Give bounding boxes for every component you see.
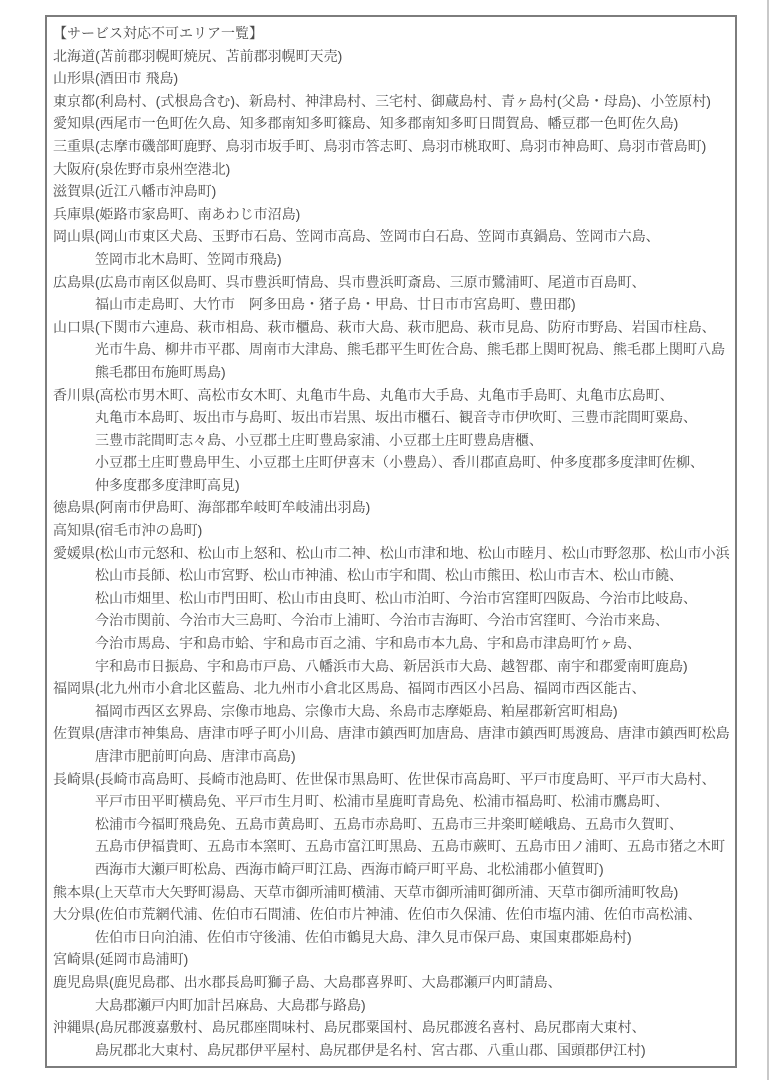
area-line: 大島郡瀬戸内町加計呂麻島、大島郡与路島) [95,996,366,1013]
area-line: 岡山県(岡山市東区犬島、玉野市石島、笠岡市高島、笠岡市白石島、笠岡市真鍋島、笠岡市六島、 [53,228,660,245]
page-right-edge-line [767,0,769,1080]
area-line: 松山市畑里、松山市門田町、松山市由良町、松山市泊町、今治市宮窪町四阪島、今治市比岐島、 [95,589,697,606]
area-line: 丸亀市本島町、坂出市与島町、坂出市岩黒、坂出市櫃石、観音寺市伊吹町、三豊市詫間町粟島、 [95,409,697,426]
area-line: 香川県(高松市男木町、高松市女木町、丸亀市牛島、丸亀市大手島、丸亀市手島町、丸亀市広島町、 [53,386,674,403]
area-line: 長崎県(長崎市高島町、長崎市池島町、佐世保市黒島町、佐世保市高島町、平戸市度島町、平戸市大島村、 [53,770,716,787]
area-line: 滋賀県(近江八幡市沖島町) [53,183,217,200]
area-line: 平戸市田平町横島免、平戸市生月町、松浦市星鹿町青島免、松浦市福島町、松浦市鷹島町、 [95,793,669,810]
area-line: 佐伯市日向泊浦、佐伯市守後浦、佐伯市鶴見大島、津久見市保戸島、東国東郡姫島村) [95,928,632,945]
area-line: 小豆郡土庄町豊島甲生、小豆郡土庄町伊喜末（小豊島）、香川郡直島町、仲多度郡多度津町佐柳、 [95,454,704,471]
area-line: 東京都(利島村、(式根島含む)、新島村、神津島村、三宅村、御蔵島村、青ヶ島村(父島・母島)、小笠原村) [53,92,711,109]
area-line: 兵庫県(姫路市家島町、南あわじ市沼島) [53,205,301,222]
area-line: 仲多度郡多度津町高見) [95,476,240,493]
area-line: 松浦市今福町飛島免、五島市黄島町、五島市赤島町、五島市三井楽町嵯峨島、五島市久賀町、 [95,815,683,832]
area-line: 宮崎県(延岡市島浦町) [53,951,189,968]
area-line: 鹿児島県(鹿児島郡、出水郡長島町獅子島、大島郡喜界町、大島郡瀬戸内町請島、 [53,973,562,990]
area-line: 笠岡市北木島町、笠岡市飛島) [95,250,282,267]
area-line: 熊本県(上天草市大矢野町湯島、天草市御所浦町横浦、天草市御所浦町御所浦、天草市御所浦町牧島) [53,883,679,900]
area-line: 北海道(苫前郡羽幌町焼尻、苫前郡羽幌町天売) [53,47,343,64]
area-line: 福岡市西区玄界島、宗像市地島、宗像市大島、糸島市志摩姫島、粕屋郡新宮町相島) [95,702,618,719]
area-line: 光市牛島、柳井市平郡、周南市大津島、熊毛郡平生町佐合島、熊毛郡上関町祝島、熊毛郡上関町八島 [95,341,725,358]
area-line: 熊毛郡田布施町馬島) [95,363,226,380]
area-line: 広島県(広島市南区似島町、呉市豊浜町情島、呉市豊浜町斎島、三原市鷺浦町、尾道市百島町、 [53,273,646,290]
area-list [53,45,735,1062]
area-line: 西海市大瀬戸町松島、西海市崎戸町江島、西海市崎戸町平島、北松浦郡小値賀町) [95,860,604,877]
area-line: 山形県(酒田市 飛島) [53,70,179,87]
area-line: 福山市走島町、大竹市 阿多田島・猪子島・甲島、廿日市市宮島町、豊田郡) [95,296,576,313]
service-unavailable-area-box [45,15,737,1068]
area-line: 福岡県(北九州市小倉北区藍島、北九州市小倉北区馬島、福岡市西区小呂島、福岡市西区能古、 [53,680,646,697]
area-line: 佐賀県(唐津市神集島、唐津市呼子町小川島、唐津市鎮西町加唐島、唐津市鎮西町馬渡島、唐津市鎮西町松島 [53,725,730,742]
area-line: 沖縄県(島尻郡渡嘉敷村、島尻郡座間味村、島尻郡粟国村、島尻郡渡名喜村、島尻郡南大東村、 [53,1019,646,1036]
area-line: 島尻郡北大東村、島尻郡伊平屋村、島尻郡伊是名村、宮古郡、八重山郡、国頭郡伊江村) [95,1041,646,1058]
area-line: 松山市長師、松山市宮野、松山市神浦、松山市宇和間、松山市熊田、松山市吉木、松山市饒、 [95,567,683,584]
area-line: 今治市馬島、宇和島市蛤、宇和島市百之浦、宇和島市本九島、宇和島市津島町竹ヶ島、 [95,635,641,652]
area-line: 三重県(志摩市磯部町鹿野、鳥羽市坂手町、鳥羽市答志町、鳥羽市桃取町、鳥羽市神島町、鳥羽市菅島町) [53,137,707,154]
area-line: 高知県(宿毛市沖の島町) [53,522,203,539]
area-line: 五島市伊福貴町、五島市本窯町、五島市富江町黒島、五島市蕨町、五島市田ノ浦町、五島市猪之木町 [95,838,725,855]
area-line: 山口県(下関市六連島、萩市相島、萩市櫃島、萩市大島、萩市肥島、萩市見島、防府市野島、岩国市柱島、 [53,318,716,335]
area-line: 徳島県(阿南市伊島町、海部郡牟岐町牟岐浦出羽島) [53,499,371,516]
area-line: 愛知県(西尾市一色町佐久島、知多郡南知多町篠島、知多郡南知多町日間賀島、幡豆郡一色町佐久島) [53,115,679,132]
area-line: 大分県(佐伯市荒網代浦、佐伯市石間浦、佐伯市片神浦、佐伯市久保浦、佐伯市塩内浦、佐伯市高松浦、 [53,906,702,923]
area-line: 唐津市肥前町向島、唐津市高島) [95,748,296,764]
list-title: 【サービス対応不可エリア一覧】 [53,25,263,41]
area-line: 大阪府(泉佐野市泉州空港北) [53,160,231,177]
area-line: 今治市関前、今治市大三島町、今治市上浦町、今治市吉海町、今治市宮窪町、今治市来島、 [95,612,669,629]
area-line: 愛媛県(松山市元怒和、松山市上怒和、松山市二神、松山市津和地、松山市睦月、松山市野忽那、松山市小浜 [53,544,730,561]
area-line: 宇和島市日振島、宇和島市戸島、八幡浜市大島、新居浜市大島、越智郡、南宇和郡愛南町鹿島) [95,657,688,674]
area-line: 三豊市詫間町志々島、小豆郡土庄町豊島家浦、小豆郡土庄町豊島唐櫃、 [95,431,543,448]
